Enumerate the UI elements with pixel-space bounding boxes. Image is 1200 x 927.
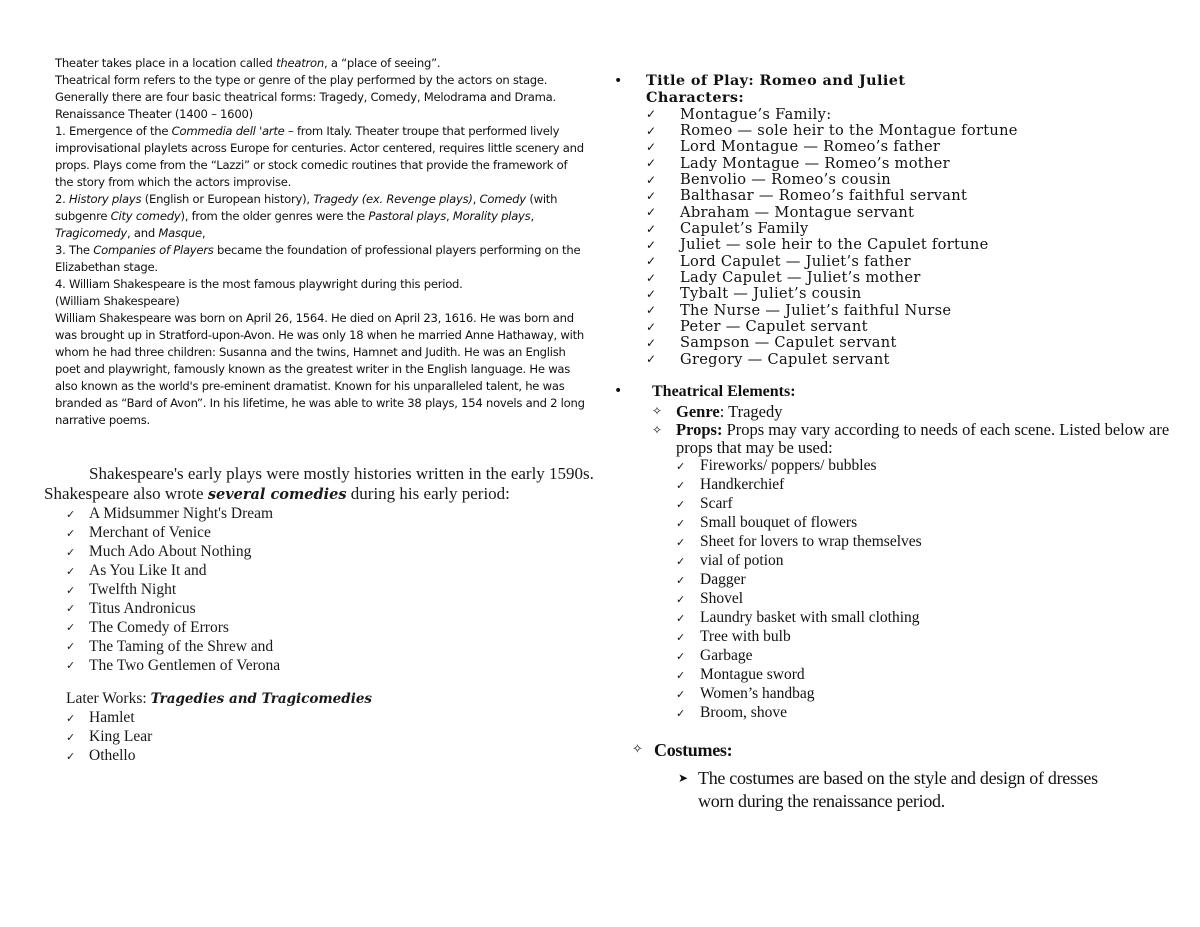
shakespeare-heading: (William Shakespeare) [55, 294, 180, 308]
checkmark-icon: ✓ [66, 507, 76, 521]
list-item: ✓ Abraham — Montague servant [646, 203, 915, 221]
list-item: ✓ vial of potion [676, 552, 784, 569]
checkmark-icon: ✓ [676, 573, 686, 587]
checkmark-icon: ✓ [66, 545, 76, 559]
list-item: ✓ Laundry basket with small clothing [676, 609, 920, 626]
theatrical-heading: Theatrical Elements: [652, 382, 796, 400]
checkmark-icon: ✓ [676, 611, 686, 625]
checkmark-icon: ✓ [676, 497, 686, 511]
checkmark-icon: ✓ [66, 526, 76, 540]
later-works-list [44, 709, 624, 766]
list-item: ✓ King Lear [66, 728, 153, 746]
checkmark-icon: ✓ [676, 478, 686, 492]
checkmark-icon: ✓ [676, 459, 686, 473]
theatrical-heading-row [614, 382, 1194, 402]
checkmark-icon: ✓ [676, 649, 686, 663]
costumes-description: The costumes are based on the style and design of dresses worn during the renaissance period. [698, 767, 1098, 811]
intro-text-block [55, 55, 585, 429]
theatrical-elements-section [614, 382, 1194, 723]
list-item: ✓ As You Like It and [66, 562, 207, 580]
genres-paragraph: 2. History plays (English or European history), Tragedy (ex. Revenge plays), Comedy (with subgenre City comedy), from the older genres were the Pastoral plays, Morality plays, Tragicomedy, and Masque, [55, 192, 558, 240]
checkmark-icon: ✓ [676, 554, 686, 568]
checkmark-icon: ✓ [646, 172, 657, 187]
checkmark-icon: ✓ [676, 592, 686, 606]
list-item: ✓ Hamlet [66, 709, 135, 727]
list-item: ✓ The Two Gentlemen of Verona [66, 656, 281, 674]
checkmark-icon: ✓ [66, 602, 76, 616]
checkmark-icon: ✓ [66, 730, 76, 744]
title-row [614, 72, 1194, 90]
list-item: ✓ Scarf [676, 495, 733, 512]
shakespeare-bio-paragraph: William Shakespeare was born on April 26, 1564. He died on April 23, 1616. He was born and was brought up in Stratford-upon-Avon. He was only 18 when he married Anne Hathaway, with whom he had three children: Susanna and the twins, Hamnet and Judith. He was an English poet and playwright, famously known as the greatest writer in the English language. He was also known as the world's pre-eminent dramatist. Known for his unparalleled talent, he was branded as “Bard of Avon”. In his lifetime, he was able to write 38 plays, 154 novels and 2 long narrative poems. [55, 311, 585, 427]
checkmark-icon: ✓ [646, 123, 657, 138]
list-item: ✓ Balthasar — Romeo’s faithful servant [646, 187, 968, 205]
diamond-bullet-icon: ✧ [632, 741, 643, 757]
checkmark-icon: ✓ [676, 668, 686, 682]
checkmark-icon: ✓ [646, 254, 657, 269]
checkmark-icon: ✓ [66, 583, 76, 597]
commedia-paragraph: 1. Emergence of the Commedia dell 'arte – from Italy. Theater troupe that performed lively improvisational playlets across Europe for centuries. Actor centered, requires little scenery and props. Plays come from the “Lazzi” or stock comedic routines that provide the framework of the story from which the actors improvise. [55, 124, 584, 189]
checkmark-icon: ✓ [646, 156, 657, 171]
list-item: ✓ Romeo — sole heir to the Montague fortune [646, 122, 1018, 140]
checkmark-icon: ✓ [66, 711, 76, 725]
later-works-heading: Later Works: Tragedies and Tragicomedies [66, 690, 373, 708]
checkmark-icon: ✓ [676, 630, 686, 644]
list-item: ✓ Lord Montague — Romeo’s father [646, 138, 941, 156]
bullet-icon: • [614, 73, 623, 89]
checkmark-icon: ✓ [646, 286, 657, 301]
companies-paragraph: 3. The Companies of Players became the foundation of professional players performing on the Elizabethan stage. [55, 243, 581, 274]
characters-heading: Characters: [646, 89, 745, 106]
checkmark-icon: ✓ [646, 352, 657, 367]
costumes-heading-row [632, 739, 1194, 761]
list-item: ✓ Lord Capulet — Juliet’s father [646, 252, 911, 270]
list-item: ✓ Benvolio — Romeo’s cousin [646, 171, 891, 189]
checkmark-icon: ✓ [646, 335, 657, 350]
checkmark-icon: ✓ [646, 107, 657, 122]
comedies-list [44, 505, 624, 675]
props-row: ✧ Props: Props may vary according to needs of each scene. Listed below are props that may be used: [652, 419, 1170, 457]
play-title: Title of Play: Romeo and Juliet [646, 72, 906, 89]
list-item: ✓ Capulet’s Family [646, 220, 809, 238]
list-item: ✓ The Taming of the Shrew and [66, 637, 274, 655]
characters-list [614, 106, 1194, 368]
theatron-paragraph: Theater takes place in a location called theatron, a “place of seeing”. [55, 56, 441, 70]
list-item: ✓ Merchant of Venice [66, 524, 211, 542]
costumes-heading: Costumes: [654, 739, 733, 760]
list-item: ✓ Handkerchief [676, 476, 785, 493]
list-item: ✓ Montague sword [676, 666, 805, 683]
checkmark-icon: ✓ [66, 640, 76, 654]
list-item: ✓ Othello [66, 747, 136, 765]
list-item: ✓ Women’s handbag [676, 685, 815, 702]
list-item: ✓ The Nurse — Juliet’s faithful Nurse [646, 301, 952, 319]
checkmark-icon: ✓ [66, 564, 76, 578]
checkmark-icon: ✓ [66, 749, 76, 763]
checkmark-icon: ✓ [676, 687, 686, 701]
props-list [676, 457, 1194, 723]
list-item: ✓ Lady Capulet — Juliet’s mother [646, 269, 921, 287]
checkmark-icon: ✓ [676, 535, 686, 549]
bullet-icon: • [614, 382, 623, 399]
romeo-juliet-block [614, 72, 1194, 813]
four-forms-paragraph: Generally there are four basic theatrical forms: Tragedy, Comedy, Melodrama and Drama. [55, 90, 556, 104]
list-item: ✓ Juliet — sole heir to the Capulet fortune [646, 236, 989, 254]
list-item: ✓ Broom, shove [676, 704, 787, 721]
diamond-bullet-icon: ✧ [652, 422, 663, 437]
costumes-description-row [678, 767, 1194, 813]
checkmark-icon: ✓ [676, 516, 686, 530]
checkmark-icon: ✓ [646, 319, 657, 334]
shakespeare-famous-paragraph: 4. William Shakespeare is the most famous playwright during this period. [55, 277, 463, 291]
theatrical-form-paragraph: Theatrical form refers to the type or genre of the play performed by the actors on stage. [55, 73, 548, 87]
list-item: ✓ Small bouquet of flowers [676, 514, 858, 531]
list-item: ✓ A Midsummer Night's Dream [66, 505, 274, 523]
list-item: ✓ Tree with bulb [676, 628, 791, 645]
diamond-bullet-icon: ✧ [652, 403, 663, 418]
early-plays-sentence: Shakespeare's early plays were mostly histories written in the early 1590s. [89, 464, 594, 483]
genre-row: ✧ Genre: Tragedy [652, 401, 783, 421]
list-item: ✓ Titus Andronicus [66, 599, 196, 617]
checkmark-icon: ✓ [646, 188, 657, 203]
list-item: ✓ Dagger [676, 571, 746, 588]
checkmark-icon: ✓ [676, 706, 686, 720]
list-item: ✓ Tybalt — Juliet’s cousin [646, 285, 862, 303]
checkmark-icon: ✓ [646, 205, 657, 220]
costumes-section [614, 739, 1194, 813]
arrow-bullet-icon: ➤ [678, 770, 688, 785]
checkmark-icon: ✓ [66, 621, 76, 635]
list-item: ✓ Montague’s Family: [646, 105, 832, 123]
checkmark-icon: ✓ [646, 303, 657, 318]
list-item: ✓ Much Ado About Nothing [66, 543, 252, 561]
list-item: ✓ Peter — Capulet servant [646, 318, 868, 336]
checkmark-icon: ✓ [646, 139, 657, 154]
list-item: ✓ The Comedy of Errors [66, 618, 229, 636]
checkmark-icon: ✓ [66, 659, 76, 673]
list-item: ✓ Garbage [676, 647, 753, 664]
checkmark-icon: ✓ [646, 237, 657, 252]
renaissance-heading: Renaissance Theater (1400 – 1600) [55, 107, 253, 121]
list-item: ✓ Sheet for lovers to wrap themselves [676, 533, 922, 550]
list-item: ✓ Lady Montague — Romeo’s mother [646, 154, 950, 172]
checkmark-icon: ✓ [646, 221, 657, 236]
list-item: ✓ Gregory — Capulet servant [646, 350, 890, 368]
list-item: ✓ Sampson — Capulet servant [646, 334, 897, 352]
shakespeare-works-block [44, 464, 624, 766]
checkmark-icon: ✓ [646, 270, 657, 285]
list-item: ✓ Shovel [676, 590, 744, 607]
list-item: ✓ Twelfth Night [66, 581, 177, 598]
list-item: ✓ Fireworks/ poppers/ bubbles [676, 457, 877, 474]
comedies-sentence: Shakespeare also wrote several comedies during his early period: [44, 484, 510, 503]
